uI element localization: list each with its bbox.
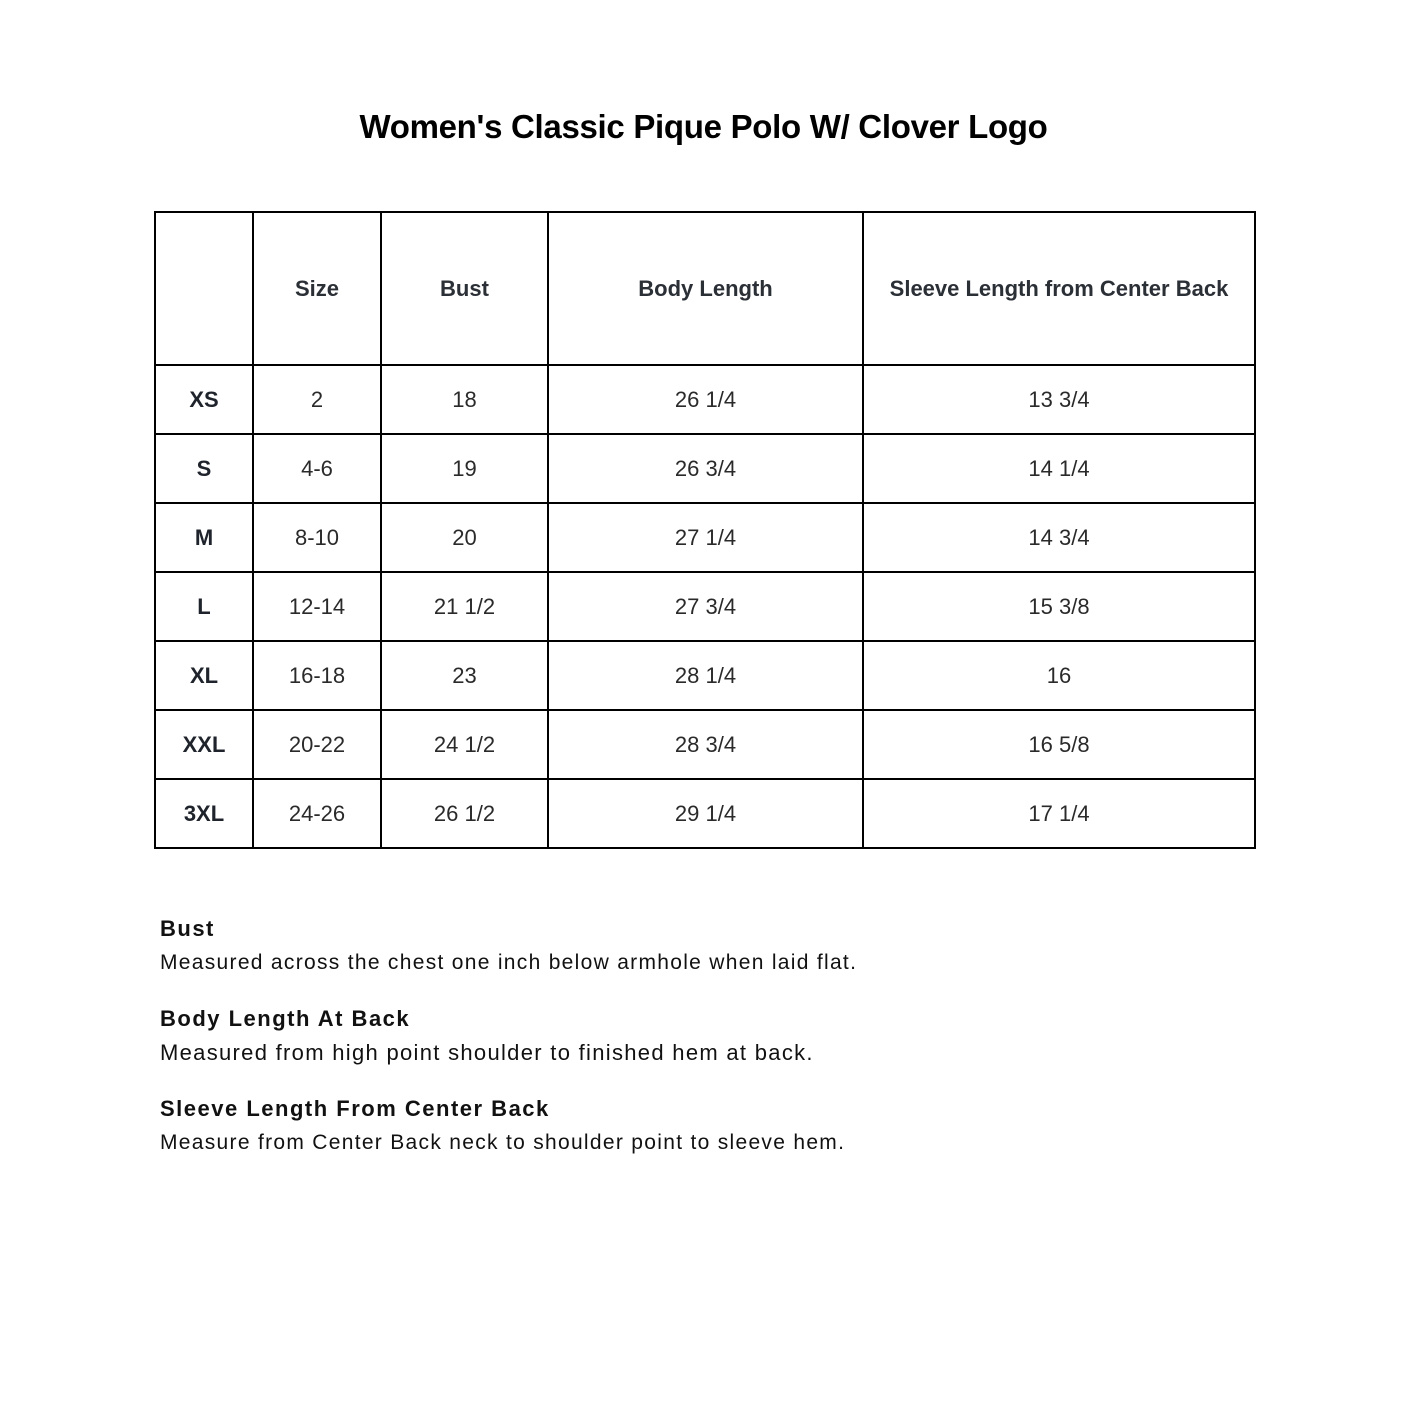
row-label: 3XL [155, 779, 253, 848]
cell-size: 24-26 [253, 779, 381, 848]
note-bust [160, 912, 1160, 980]
header-cell-sleeve-length: Sleeve Length from Center Back [863, 212, 1255, 365]
cell-body-length: 27 3/4 [548, 572, 863, 641]
cell-body-length: 27 1/4 [548, 503, 863, 572]
page-title: Women's Classic Pique Polo W/ Clover Logo [359, 108, 1048, 145]
cell-bust: 26 1/2 [381, 779, 548, 848]
row-label: M [155, 503, 253, 572]
note-heading: Sleeve Length From Center Back [160, 1096, 550, 1121]
cell-sleeve-length: 15 3/8 [863, 572, 1255, 641]
cell-bust: 20 [381, 503, 548, 572]
cell-size: 4-6 [253, 434, 381, 503]
header-cell-empty [155, 212, 253, 365]
table-row [155, 710, 1255, 779]
note-heading: Bust [160, 916, 215, 941]
cell-size: 20-22 [253, 710, 381, 779]
cell-sleeve-length: 16 [863, 641, 1255, 710]
cell-sleeve-length: 14 1/4 [863, 434, 1255, 503]
note-body-length [160, 1002, 1160, 1070]
cell-bust: 21 1/2 [381, 572, 548, 641]
row-label: L [155, 572, 253, 641]
cell-body-length: 28 1/4 [548, 641, 863, 710]
row-label: S [155, 434, 253, 503]
table-header-row [155, 212, 1255, 365]
note-heading: Body Length At Back [160, 1006, 411, 1031]
header-cell-body-length: Body Length [548, 212, 863, 365]
measurement-notes [160, 912, 1160, 1182]
table-row [155, 641, 1255, 710]
row-label: XXL [155, 710, 253, 779]
note-text: Measure from Center Back neck to shoulder point to sleeve hem. [160, 1131, 846, 1154]
cell-size: 16-18 [253, 641, 381, 710]
cell-body-length: 26 1/4 [548, 365, 863, 434]
cell-size: 12-14 [253, 572, 381, 641]
table-row [155, 434, 1255, 503]
cell-size: 8-10 [253, 503, 381, 572]
header-cell-bust: Bust [381, 212, 548, 365]
row-label: XL [155, 641, 253, 710]
table-row [155, 503, 1255, 572]
header-cell-size: Size [253, 212, 381, 365]
cell-sleeve-length: 17 1/4 [863, 779, 1255, 848]
row-label: XS [155, 365, 253, 434]
cell-sleeve-length: 16 5/8 [863, 710, 1255, 779]
cell-bust: 18 [381, 365, 548, 434]
cell-sleeve-length: 13 3/4 [863, 365, 1255, 434]
cell-sleeve-length: 14 3/4 [863, 503, 1255, 572]
cell-body-length: 28 3/4 [548, 710, 863, 779]
note-text: Measured across the chest one inch below armhole when laid flat. [160, 951, 858, 974]
size-chart-table [154, 211, 1256, 849]
table-row [155, 572, 1255, 641]
table-row [155, 365, 1255, 434]
table-row [155, 779, 1255, 848]
note-sleeve-length [160, 1092, 1160, 1160]
cell-bust: 23 [381, 641, 548, 710]
cell-bust: 24 1/2 [381, 710, 548, 779]
cell-bust: 19 [381, 434, 548, 503]
cell-body-length: 29 1/4 [548, 779, 863, 848]
note-text: Measured from high point shoulder to finished hem at back. [160, 1040, 814, 1065]
cell-body-length: 26 3/4 [548, 434, 863, 503]
cell-size: 2 [253, 365, 381, 434]
